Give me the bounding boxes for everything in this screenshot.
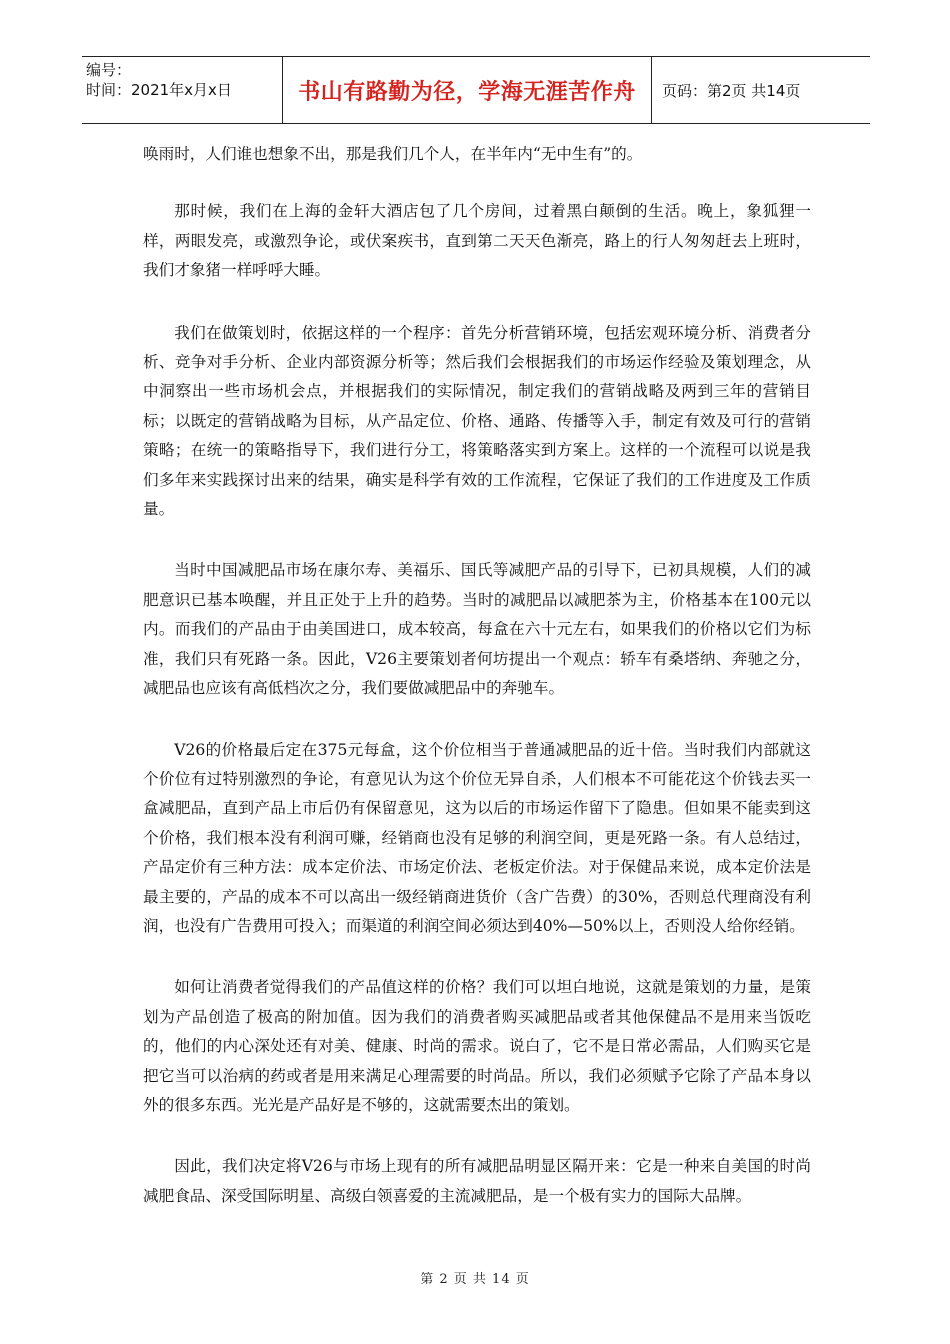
document-body	[143, 140, 811, 1239]
page-header	[82, 56, 870, 124]
header-motto: 书山有路勤为径，学海无涯苦作舟	[282, 57, 652, 123]
header-page-code: 页码：第2页 共14页	[662, 81, 801, 100]
paragraph: 唤雨时，人们谁也想象不出，那是我们几个人，在半年内“无中生有”的。	[143, 145, 643, 163]
page-footer: 第 2 页 共 14 页	[420, 1272, 530, 1287]
paragraph: 我们在做策划时，依据这样的一个程序：首先分析营销环境，包括宏观环境分析、消费者分析、竞争对手分析、企业内部资源分析等；然后我们会根据我们的市场运作经验及策划理念，从中洞察出一些市场机会点，并根据我们的实际情况，制定我们的营销战略及两到三年的营销目标；以既定的营销战略为目标，从产品定位、价格、通路、传播等入手，制定有效及可行的营销策略；在统一的策略指导下，我们进行分工，将策略落实到方案上。这样的一个流程可以说是我们多年来实践探讨出来的结果，确实是科学有效的工作流程，它保证了我们的工作进度及工作质量。	[143, 323, 811, 519]
paragraph: 如何让消费者觉得我们的产品值这样的价格？我们可以坦白地说，这就是策划的力量，是策划为产品创造了极高的附加值。因为我们的消费者购买减肥品或者其他保健品不是用来当饭吃的，他们的内心深处还有对美、健康、时尚的需求。说白了，它不是日常必需品，人们购买它是把它当可以治病的药或者是用来满足心理需要的时尚品。所以，我们必须赋予它除了产品本身以外的很多东西。光光是产品好是不够的，这就需要杰出的策划。	[143, 978, 811, 1114]
paragraph: 那时候，我们在上海的金轩大酒店包了几个房间，过着黑白颠倒的生活。晚上，象狐狸一样，两眼发亮，或激烈争论，或伏案疾书，直到第二天天色渐亮，路上的行人匆匆赶去上班时，我们才象猪一样呼呼大睡。	[143, 202, 811, 280]
header-meta	[82, 57, 282, 123]
paragraph: V26的价格最后定在375元每盒，这个价位相当于普通减肥品的近十倍。当时我们内部就这个价位有过特别激烈的争论，有意见认为这个价位无异自杀，人们根本不可能花这个价钱去买一盒减肥品，直到产品上市后仍有保留意见，这为以后的市场运作留下了隐患。但如果不能卖到这个价格，我们根本没有利润可赚，经销商也没有足够的利润空间，更是死路一条。有人总结过，产品定价有三种方法：成本定价法、市场定价法、老板定价法。对于保健品来说，成本定价法是最主要的，产品的成本不可以高出一级经销商进货价（含广告费）的30%，否则总代理商没有利润，也没有广告费用可投入；而渠道的利润空间必须达到40%—50%以上，否则没人给你经销。	[143, 740, 811, 935]
document-number-label: 编号：	[86, 61, 132, 79]
document-time-label: 时间：2021年x月x日	[86, 81, 232, 99]
paragraph: 当时中国减肥品市场在康尔寿、美福乐、国氏等减肥产品的引导下，已初具规模，人们的减肥意识已基本唤醒，并且正处于上升的趋势。当时的减肥品以减肥茶为主，价格基本在100元以内。而我们的产品由于由美国进口，成本较高，每盒在六十元左右，如果我们的价格以它们为标准，我们只有死路一条。因此，V26主要策划者何坊提出一个观点：轿车有桑塔纳、奔驰之分，减肥品也应该有高低档次之分，我们要做减肥品中的奔驰车。	[143, 561, 811, 698]
paragraph: 因此，我们决定将V26与市场上现有的所有减肥品明显区隔开来：它是一种来自美国的时尚减肥食品、深受国际明星、高级白领喜爱的主流减肥品，是一个极有实力的国际大品牌。	[143, 1157, 811, 1205]
